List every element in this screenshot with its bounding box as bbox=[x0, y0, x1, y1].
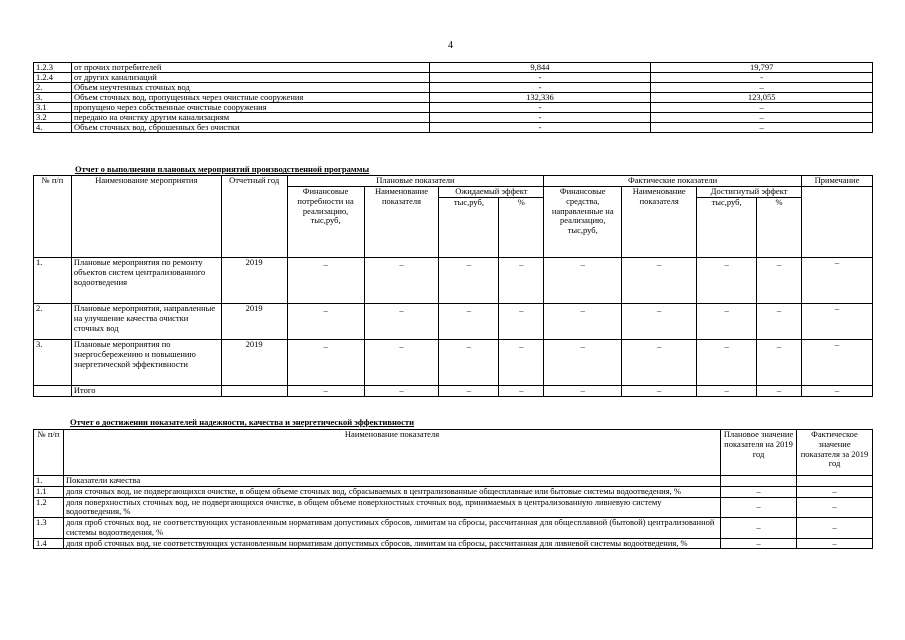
row-value-2018: 132,336 bbox=[429, 93, 651, 103]
col-num-header: № п/п bbox=[34, 176, 72, 258]
fact-effect-header: Достигнутый эффект bbox=[697, 187, 802, 198]
row-value-2018: - bbox=[429, 103, 651, 113]
plan-pct-header: % bbox=[499, 198, 544, 258]
total-row bbox=[34, 386, 873, 397]
section-name: Показатели качества bbox=[63, 476, 720, 487]
row-name: от других канализаций bbox=[71, 73, 429, 83]
row-value-2018: - bbox=[429, 83, 651, 93]
plan-group-header: Плановые показатели bbox=[287, 176, 544, 187]
indicator-plan: – bbox=[721, 518, 797, 539]
dash-cell: – bbox=[544, 258, 622, 304]
dash-cell: – bbox=[439, 304, 499, 340]
page-number: 4 bbox=[448, 40, 453, 51]
total-year bbox=[221, 386, 287, 397]
row-num: 1.2.4 bbox=[34, 73, 72, 83]
indicator-plan: – bbox=[721, 497, 797, 518]
indicator-name: доля поверхностных сточных вод, не подвергающихся очистке, в общем объеме поверхностных сточных вод, принимаемых в централизованную ливневую систему водоотведения, % bbox=[63, 497, 720, 518]
section-num: 1. bbox=[34, 476, 64, 487]
row-name: от прочих потребителей bbox=[71, 63, 429, 73]
note-cell: – bbox=[801, 386, 872, 397]
col-year-header: Отчетный год bbox=[221, 176, 287, 258]
note-header: Примечание bbox=[801, 176, 872, 187]
note-cell: – bbox=[801, 340, 872, 386]
dash-cell: – bbox=[757, 386, 802, 397]
row-num: 1.2.3 bbox=[34, 63, 72, 73]
dash-cell: – bbox=[544, 340, 622, 386]
t3-name-header: Наименование показателя bbox=[63, 430, 720, 476]
dash-cell: – bbox=[622, 386, 697, 397]
dash-cell: – bbox=[287, 340, 364, 386]
dash-cell: – bbox=[622, 304, 697, 340]
note-cell: – bbox=[801, 304, 872, 340]
table-row bbox=[34, 258, 873, 304]
indicator-num: 1.2 bbox=[34, 497, 64, 518]
dash-cell: – bbox=[439, 258, 499, 304]
dash-cell: – bbox=[364, 386, 439, 397]
indicator-fact: – bbox=[797, 497, 873, 518]
indicator-plan: – bbox=[721, 486, 797, 497]
t3-plan-header: Плановое значение показателя на 2019 год bbox=[721, 430, 797, 476]
t3-fact-header: Фактическое значение показателя за 2019 год bbox=[797, 430, 873, 476]
note-cell: – bbox=[801, 258, 872, 304]
indicator-name: доля сточных вод, не подвергающихся очистке, в общем объеме сточных вод, сбрасываемых в централизованные общесплавные или бытовые системы водоотведения, % bbox=[63, 486, 720, 497]
table-row bbox=[34, 73, 873, 83]
row-value-2018: - bbox=[429, 113, 651, 123]
dash-cell: – bbox=[544, 304, 622, 340]
dash-cell: – bbox=[697, 340, 757, 386]
dash-cell: – bbox=[697, 304, 757, 340]
section-plan bbox=[721, 476, 797, 487]
table-row bbox=[34, 497, 873, 518]
row-value-2019: - bbox=[651, 73, 873, 83]
table-row bbox=[34, 518, 873, 539]
dash-cell: – bbox=[287, 304, 364, 340]
indicator-name: доля проб сточных вод, не соответствующих установленным нормативам допустимых сбросов, лимитам на сбросы, рассчитанная для ливневой системы водоотведения, % bbox=[63, 538, 720, 549]
table-row bbox=[34, 340, 873, 386]
row-value-2019: – bbox=[651, 113, 873, 123]
fact-indicator-header: Наименование показателя bbox=[622, 187, 697, 258]
row-num: 2. bbox=[34, 83, 72, 93]
dash-cell: – bbox=[697, 258, 757, 304]
dash-cell: – bbox=[757, 258, 802, 304]
program-report-title: Отчет о выполнении плановых мероприятий производственной программы bbox=[75, 164, 370, 174]
row-value-2019: 19,797 bbox=[651, 63, 873, 73]
t3-num-header: № п/п bbox=[34, 430, 64, 476]
program-measures-table bbox=[33, 175, 873, 397]
fact-rub-header: тыс,руб, bbox=[697, 198, 757, 258]
row-value-2018: - bbox=[429, 73, 651, 83]
measure-num: 2. bbox=[34, 304, 72, 340]
plan-rub-header: тыс,руб, bbox=[439, 198, 499, 258]
table-row bbox=[34, 113, 873, 123]
dash-cell: – bbox=[364, 258, 439, 304]
section-fact bbox=[797, 476, 873, 487]
dash-cell: – bbox=[439, 340, 499, 386]
total-label: Итого bbox=[71, 386, 221, 397]
table-row bbox=[34, 63, 873, 73]
row-num: 3. bbox=[34, 93, 72, 103]
row-value-2019: – bbox=[651, 123, 873, 133]
dash-cell: – bbox=[544, 386, 622, 397]
dash-cell: – bbox=[364, 340, 439, 386]
dash-cell: – bbox=[439, 386, 499, 397]
dash-cell: – bbox=[697, 386, 757, 397]
measure-name: Плановые мероприятия, направленные на улучшение качества очистки сточных вод bbox=[71, 304, 221, 340]
table-row bbox=[34, 103, 873, 113]
indicator-fact: – bbox=[797, 518, 873, 539]
plan-indicator-header: Наименование показателя bbox=[364, 187, 439, 258]
indicator-num: 1.4 bbox=[34, 538, 64, 549]
measure-name: Плановые мероприятия по энергосбережению и повышению энергетической эффективности bbox=[71, 340, 221, 386]
dash-cell: – bbox=[622, 258, 697, 304]
indicator-num: 1.1 bbox=[34, 486, 64, 497]
table-row bbox=[34, 93, 873, 103]
note-sub-header bbox=[801, 187, 872, 258]
dash-cell: – bbox=[499, 386, 544, 397]
row-name: Объем сточных вод, сброшенных без очистки bbox=[71, 123, 429, 133]
measure-year: 2019 bbox=[221, 258, 287, 304]
plan-finance-header: Финансовые потребности на реализацию, тыс,руб, bbox=[287, 187, 364, 258]
total-num bbox=[34, 386, 72, 397]
dash-cell: – bbox=[757, 304, 802, 340]
row-name: Объем неучтенных сточных вод bbox=[71, 83, 429, 93]
indicator-plan: – bbox=[721, 538, 797, 549]
row-name: Объем сточных вод, пропущенных через очистные сооружения bbox=[71, 93, 429, 103]
indicator-fact: – bbox=[797, 538, 873, 549]
indicator-name: доля проб сточных вод, не соответствующих установленным нормативам допустимых сбросов, лимитам на сбросы, рассчитанная для общесплавной (бытовой) централизованной системы водоотведения, % bbox=[63, 518, 720, 539]
row-name: пропущено через собственные очистные сооружения bbox=[71, 103, 429, 113]
table-row bbox=[34, 538, 873, 549]
row-value-2018: 9,844 bbox=[429, 63, 651, 73]
dash-cell: – bbox=[499, 258, 544, 304]
table-row bbox=[34, 304, 873, 340]
measure-num: 1. bbox=[34, 258, 72, 304]
dash-cell: – bbox=[499, 304, 544, 340]
measure-year: 2019 bbox=[221, 340, 287, 386]
table-row bbox=[34, 486, 873, 497]
fact-group-header: Фактические показатели bbox=[544, 176, 802, 187]
col-name-header: Наименование мероприятия bbox=[71, 176, 221, 258]
indicator-fact: – bbox=[797, 486, 873, 497]
row-value-2019: 123,055 bbox=[651, 93, 873, 103]
plan-effect-header: Ожидаемый эффект bbox=[439, 187, 544, 198]
row-num: 4. bbox=[34, 123, 72, 133]
fact-pct-header: % bbox=[757, 198, 802, 258]
dash-cell: – bbox=[287, 258, 364, 304]
fact-finance-header: Финансовые средства, направленные на реализацию, тыс,руб, bbox=[544, 187, 622, 258]
dash-cell: – bbox=[622, 340, 697, 386]
table-row bbox=[34, 123, 873, 133]
dash-cell: – bbox=[757, 340, 802, 386]
row-value-2018: - bbox=[429, 123, 651, 133]
row-num: 3.2 bbox=[34, 113, 72, 123]
measure-name: Плановые мероприятия по ремонту объектов систем централизованного водоотведения bbox=[71, 258, 221, 304]
measure-num: 3. bbox=[34, 340, 72, 386]
row-num: 3.1 bbox=[34, 103, 72, 113]
reliability-report-title: Отчет о достижении показателей надежности, качества и энергетической эффективности bbox=[70, 417, 414, 427]
dash-cell: – bbox=[364, 304, 439, 340]
measure-year: 2019 bbox=[221, 304, 287, 340]
dash-cell: – bbox=[287, 386, 364, 397]
reliability-indicators-table bbox=[33, 429, 873, 549]
table-row bbox=[34, 83, 873, 93]
wastewater-volume-table bbox=[33, 62, 873, 133]
row-name: передано на очистку другим канализациям bbox=[71, 113, 429, 123]
indicator-num: 1.3 bbox=[34, 518, 64, 539]
row-value-2019: – bbox=[651, 83, 873, 93]
row-value-2019: – bbox=[651, 103, 873, 113]
dash-cell: – bbox=[499, 340, 544, 386]
